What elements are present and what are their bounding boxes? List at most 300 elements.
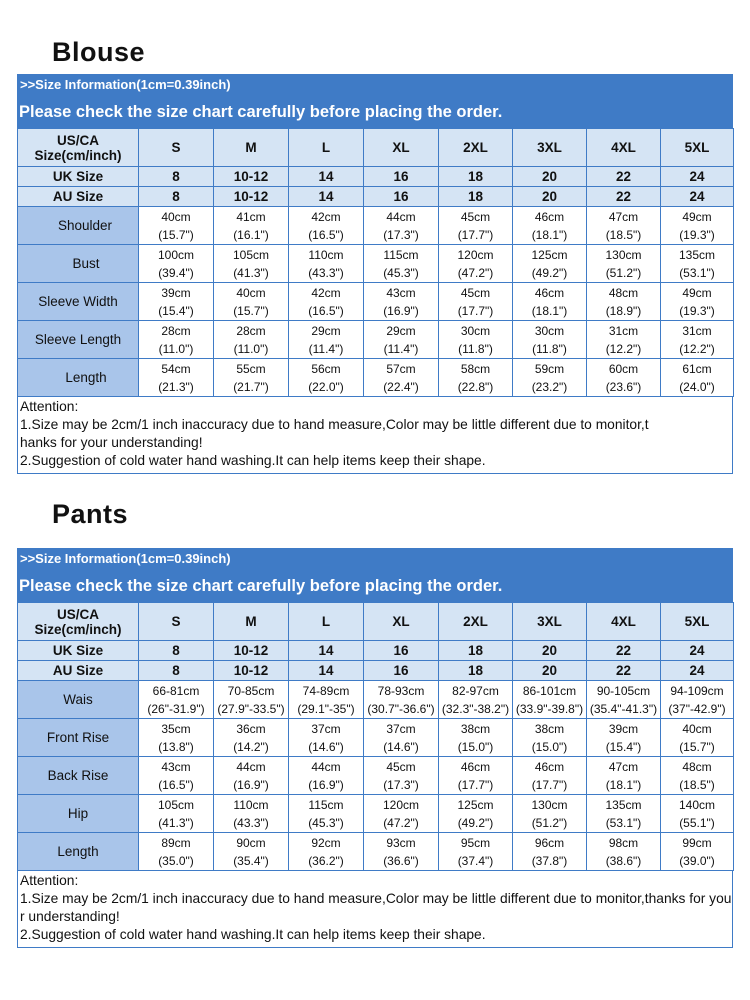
cm-value: 40cm xyxy=(682,721,712,736)
size-column-header: M xyxy=(214,603,289,641)
uk-size-value: 20 xyxy=(513,641,587,661)
measurement-value xyxy=(513,757,587,795)
measurement-value xyxy=(587,283,661,321)
au-size-label: AU Size xyxy=(18,187,139,207)
measurement-value xyxy=(214,757,289,795)
inch-value: (37"-42.9") xyxy=(668,701,726,716)
size-column-header: 3XL xyxy=(513,129,587,167)
measurement-value xyxy=(214,359,289,397)
inch-value: (16.5") xyxy=(158,777,194,792)
inch-value: (16.9") xyxy=(233,777,269,792)
header-label-line: US/CA xyxy=(56,606,99,622)
cm-value: 95cm xyxy=(460,835,491,850)
measurement-value xyxy=(289,321,364,359)
measurement-value xyxy=(214,245,289,283)
inch-value: (17.3") xyxy=(383,227,419,242)
inch-value: (47.2") xyxy=(457,265,494,280)
measurement-value xyxy=(513,207,587,245)
pants-attention-note xyxy=(17,871,733,948)
measurement-label: Sleeve Length xyxy=(18,321,139,359)
inch-value: (49.2") xyxy=(457,815,494,830)
cm-value: 30cm xyxy=(460,323,491,338)
inch-value: (17.7") xyxy=(457,777,494,792)
uk-size-value: 14 xyxy=(289,641,364,661)
cm-value: 46cm xyxy=(534,209,565,224)
cm-value: 46cm xyxy=(460,759,491,774)
size-column-header: 5XL xyxy=(661,129,734,167)
size-column-header: 4XL xyxy=(587,603,661,641)
cm-value: 29cm xyxy=(386,323,416,338)
inch-value: (22.4") xyxy=(383,379,419,394)
cm-value: 66-81cm xyxy=(152,683,200,698)
inch-value: (37.8") xyxy=(531,853,568,868)
measurement-row xyxy=(18,681,734,719)
inch-value: (22.8") xyxy=(457,379,494,394)
inch-value: (18.1") xyxy=(605,777,642,792)
size-column-header: 2XL xyxy=(439,129,513,167)
inch-value: (13.8") xyxy=(158,739,194,754)
measurement-value xyxy=(214,795,289,833)
cm-value: 28cm xyxy=(161,323,191,338)
cm-value: 120cm xyxy=(457,247,494,262)
cm-value: 115cm xyxy=(308,797,344,812)
inch-value: (37.4") xyxy=(457,853,494,868)
au-size-value: 16 xyxy=(364,661,439,681)
attention-line: Attention: xyxy=(20,399,79,414)
measurement-value xyxy=(513,245,587,283)
au-size-value: 24 xyxy=(661,187,734,207)
inch-value: (43.3") xyxy=(308,265,344,280)
uk-size-value: 20 xyxy=(513,167,587,187)
cm-value: 37cm xyxy=(311,721,341,736)
measurement-row xyxy=(18,245,734,283)
measurement-row xyxy=(18,795,734,833)
attention-line: 2.Suggestion of cold water hand washing.It can help items keep their shape. xyxy=(20,927,486,942)
cm-value: 130cm xyxy=(605,247,642,262)
inch-value: (15.0") xyxy=(457,739,494,754)
cm-value: 38cm xyxy=(460,721,491,736)
inch-value: (29.1"-35") xyxy=(297,701,355,716)
measurement-value xyxy=(289,795,364,833)
measurement-row xyxy=(18,321,734,359)
measurement-value xyxy=(139,321,214,359)
measurement-value xyxy=(587,321,661,359)
au-size-label: AU Size xyxy=(18,661,139,681)
measurement-label: Hip xyxy=(18,795,139,833)
cm-value: 46cm xyxy=(534,759,565,774)
inch-value: (18.9") xyxy=(605,303,642,318)
attention-line: r understanding! xyxy=(20,909,120,924)
uk-size-label: UK Size xyxy=(18,641,139,661)
cm-value: 44cm xyxy=(236,759,266,774)
blouse-banner xyxy=(17,74,733,128)
measurement-value xyxy=(439,757,513,795)
cm-value: 125cm xyxy=(457,797,494,812)
uk-size-value: 8 xyxy=(139,167,214,187)
blouse-size-header-label xyxy=(18,129,139,167)
cm-value: 90cm xyxy=(236,835,266,850)
measurement-value xyxy=(364,321,439,359)
cm-value: 30cm xyxy=(534,323,565,338)
cm-value: 36cm xyxy=(236,721,266,736)
au-size-value: 18 xyxy=(439,661,513,681)
au-size-value: 14 xyxy=(289,187,364,207)
measurement-value xyxy=(439,207,513,245)
cm-value: 35cm xyxy=(161,721,191,736)
inch-value: (11.4") xyxy=(383,341,419,356)
inch-value: (15.7") xyxy=(679,739,715,754)
measurement-value xyxy=(587,681,661,719)
size-column-header: 4XL xyxy=(587,129,661,167)
pants-size-table xyxy=(17,602,734,871)
pants-size-chart xyxy=(17,548,733,948)
inch-value: (26"-31.9") xyxy=(147,701,205,716)
measurement-row xyxy=(18,283,734,321)
measurement-label: Length xyxy=(18,833,139,871)
measurement-value xyxy=(439,681,513,719)
cm-value: 61cm xyxy=(682,361,712,376)
measurement-value xyxy=(139,359,214,397)
measurement-value xyxy=(364,757,439,795)
cm-value: 135cm xyxy=(605,797,642,812)
inch-value: (32.3"-38.2") xyxy=(441,701,510,716)
size-column-header: 3XL xyxy=(513,603,587,641)
cm-value: 60cm xyxy=(608,361,639,376)
measurement-value xyxy=(289,359,364,397)
measurement-value xyxy=(513,833,587,871)
au-size-value: 22 xyxy=(587,187,661,207)
measurement-value xyxy=(214,321,289,359)
measurement-value xyxy=(289,207,364,245)
inch-value: (18.5") xyxy=(679,777,715,792)
measurement-label: Front Rise xyxy=(18,719,139,757)
measurement-value xyxy=(661,359,734,397)
cm-value: 96cm xyxy=(534,835,565,850)
uk-size-value: 24 xyxy=(661,641,734,661)
inch-value: (12.2") xyxy=(605,341,642,356)
inch-value: (16.5") xyxy=(308,227,344,242)
inch-value: (16.1") xyxy=(233,227,269,242)
measurement-value xyxy=(214,681,289,719)
measurement-label: Sleeve Width xyxy=(18,283,139,321)
cm-value: 40cm xyxy=(236,285,266,300)
cm-value: 42cm xyxy=(311,209,341,224)
au-size-value: 14 xyxy=(289,661,364,681)
header-label-line: Size(cm/inch) xyxy=(34,621,122,637)
size-column-header: S xyxy=(139,129,214,167)
au-size-value: 16 xyxy=(364,187,439,207)
measurement-value xyxy=(587,359,661,397)
measurement-value xyxy=(661,795,734,833)
blouse-size-table xyxy=(17,128,734,397)
inch-value: (14.6") xyxy=(383,739,419,754)
measurement-value xyxy=(661,207,734,245)
measurement-value xyxy=(214,719,289,757)
inch-value: (49.2") xyxy=(531,265,568,280)
cm-value: 45cm xyxy=(386,759,416,774)
inch-value: (53.1") xyxy=(605,815,642,830)
inch-value: (47.2") xyxy=(383,815,419,830)
au-size-value: 22 xyxy=(587,661,661,681)
inch-value: (35.0") xyxy=(158,853,194,868)
measurement-value xyxy=(439,245,513,283)
cm-value: 140cm xyxy=(678,797,716,812)
attention-line: 2.Suggestion of cold water hand washing.It can help items keep their shape. xyxy=(20,453,486,468)
cm-value: 120cm xyxy=(382,797,420,812)
cm-value: 90-105cm xyxy=(596,683,651,698)
uk-size-value: 8 xyxy=(139,641,214,661)
measurement-value xyxy=(364,795,439,833)
measurement-value xyxy=(661,719,734,757)
inch-value: (17.7") xyxy=(457,303,494,318)
attention-line: Attention: xyxy=(20,873,79,888)
inch-value: (15.4") xyxy=(158,303,194,318)
header-label-line: US/CA xyxy=(56,132,99,148)
size-column-header: S xyxy=(139,603,214,641)
attention-line: 1.Size may be 2cm/1 inch inaccuracy due to hand measure,Color may be little different due to monitor,t xyxy=(20,417,649,432)
inch-value: (18.1") xyxy=(531,227,568,242)
cm-value: 42cm xyxy=(311,285,341,300)
cm-value: 31cm xyxy=(682,323,712,338)
inch-value: (41.3") xyxy=(158,815,194,830)
uk-size-value: 10-12 xyxy=(214,641,289,661)
measurement-value xyxy=(289,757,364,795)
cm-value: 40cm xyxy=(161,209,191,224)
attention-line: 1.Size may be 2cm/1 inch inaccuracy due to hand measure,Color may be little different due to monitor,thanks for you xyxy=(20,891,732,906)
cm-value: 70-85cm xyxy=(227,683,275,698)
cm-value: 37cm xyxy=(386,721,416,736)
cm-value: 135cm xyxy=(678,247,716,262)
pants-title: Pants xyxy=(52,499,129,529)
measurement-row xyxy=(18,719,734,757)
measurement-value xyxy=(364,719,439,757)
au-size-value: 10-12 xyxy=(214,661,289,681)
inch-value: (51.2") xyxy=(605,265,642,280)
size-column-header: XL xyxy=(364,603,439,641)
cm-value: 98cm xyxy=(608,835,639,850)
cm-value: 48cm xyxy=(682,759,712,774)
inch-value: (14.6") xyxy=(308,739,344,754)
uk-size-value: 22 xyxy=(587,641,661,661)
inch-value: (35.4") xyxy=(233,853,269,868)
inch-value: (15.4") xyxy=(605,739,642,754)
measurement-value xyxy=(364,681,439,719)
cm-value: 58cm xyxy=(460,361,491,376)
measurement-value xyxy=(587,245,661,283)
measurement-value xyxy=(513,681,587,719)
cm-value: 82-97cm xyxy=(452,683,499,698)
au-size-value: 20 xyxy=(513,187,587,207)
inch-value: (45.3") xyxy=(308,815,344,830)
measurement-value xyxy=(139,283,214,321)
measurement-label: Wais xyxy=(18,681,139,719)
cm-value: 47cm xyxy=(608,209,639,224)
inch-value: (51.2") xyxy=(531,815,568,830)
cm-value: 59cm xyxy=(534,361,565,376)
inch-value: (38.6") xyxy=(605,853,642,868)
cm-value: 105cm xyxy=(232,247,270,262)
cm-value: 115cm xyxy=(383,247,419,262)
measurement-row xyxy=(18,757,734,795)
blouse-attention-note xyxy=(17,397,733,474)
measurement-value xyxy=(661,321,734,359)
inch-value: (18.1") xyxy=(531,303,568,318)
uk-size-value: 18 xyxy=(439,641,513,661)
pants-check-notice: Please check the size chart carefully before placing the order. xyxy=(19,577,503,595)
cm-value: 78-93cm xyxy=(377,683,425,698)
measurement-value xyxy=(214,207,289,245)
measurement-value xyxy=(214,833,289,871)
cm-value: 31cm xyxy=(608,323,639,338)
inch-value: (30.7"-36.6") xyxy=(367,701,435,716)
measurement-row xyxy=(18,359,734,397)
au-size-value: 20 xyxy=(513,661,587,681)
au-size-value: 24 xyxy=(661,661,734,681)
inch-value: (53.1") xyxy=(679,265,715,280)
cm-value: 43cm xyxy=(161,759,191,774)
au-size-value: 18 xyxy=(439,187,513,207)
cm-value: 49cm xyxy=(682,285,712,300)
inch-value: (14.2") xyxy=(233,739,269,754)
inch-value: (45.3") xyxy=(383,265,419,280)
measurement-value xyxy=(289,681,364,719)
cm-value: 48cm xyxy=(608,285,639,300)
measurement-value xyxy=(439,833,513,871)
measurement-value xyxy=(513,359,587,397)
cm-value: 56cm xyxy=(311,361,341,376)
measurement-value xyxy=(139,757,214,795)
uk-size-label: UK Size xyxy=(18,167,139,187)
measurement-value xyxy=(661,283,734,321)
measurement-value xyxy=(364,207,439,245)
inch-value: (11.8") xyxy=(458,341,493,356)
inch-value: (18.5") xyxy=(605,227,642,242)
pants-size-header-label xyxy=(18,603,139,641)
au-size-value: 8 xyxy=(139,187,214,207)
cm-value: 41cm xyxy=(236,209,266,224)
uk-size-value: 24 xyxy=(661,167,734,187)
cm-value: 46cm xyxy=(534,285,565,300)
size-column-header: L xyxy=(289,603,364,641)
cm-value: 29cm xyxy=(311,323,341,338)
inch-value: (11.0") xyxy=(233,341,269,356)
uk-size-value: 10-12 xyxy=(214,167,289,187)
measurement-label: Bust xyxy=(18,245,139,283)
inch-value: (36.6") xyxy=(383,853,419,868)
size-column-header: M xyxy=(214,129,289,167)
inch-value: (17.7") xyxy=(457,227,494,242)
cm-value: 94-109cm xyxy=(670,683,724,698)
inch-value: (23.6") xyxy=(605,379,642,394)
inch-value: (22.0") xyxy=(308,379,344,394)
measurement-value xyxy=(587,795,661,833)
inch-value: (12.2") xyxy=(679,341,715,356)
uk-size-value: 18 xyxy=(439,167,513,187)
cm-value: 74-89cm xyxy=(302,683,350,698)
cm-value: 89cm xyxy=(161,835,191,850)
cm-value: 38cm xyxy=(534,721,565,736)
measurement-value xyxy=(364,833,439,871)
size-column-header: L xyxy=(289,129,364,167)
inch-value: (11.0") xyxy=(158,341,194,356)
measurement-value xyxy=(513,719,587,757)
inch-value: (36.2") xyxy=(308,853,344,868)
measurement-label: Shoulder xyxy=(18,207,139,245)
inch-value: (16.5") xyxy=(308,303,344,318)
blouse-title: Blouse xyxy=(52,37,146,67)
measurement-label: Length xyxy=(18,359,139,397)
uk-size-value: 16 xyxy=(364,167,439,187)
size-column-header: 5XL xyxy=(661,603,734,641)
cm-value: 39cm xyxy=(608,721,639,736)
measurement-value xyxy=(513,283,587,321)
cm-value: 93cm xyxy=(386,835,416,850)
blouse-check-notice: Please check the size chart carefully before placing the order. xyxy=(19,103,503,121)
au-size-value: 8 xyxy=(139,661,214,681)
measurement-value xyxy=(289,245,364,283)
cm-value: 45cm xyxy=(460,285,491,300)
header-label-line: Size(cm/inch) xyxy=(34,147,122,163)
inch-value: (39.0") xyxy=(679,853,715,868)
inch-value: (15.7") xyxy=(233,303,269,318)
uk-size-value: 22 xyxy=(587,167,661,187)
measurement-value xyxy=(513,795,587,833)
cm-value: 57cm xyxy=(386,361,416,376)
cm-value: 92cm xyxy=(311,835,341,850)
inch-value: (11.8") xyxy=(532,341,567,356)
measurement-value xyxy=(364,283,439,321)
inch-value: (17.7") xyxy=(531,777,568,792)
cm-value: 43cm xyxy=(386,285,416,300)
blouse-size-chart xyxy=(17,74,733,474)
measurement-row xyxy=(18,207,734,245)
cm-value: 110cm xyxy=(233,797,269,812)
cm-value: 130cm xyxy=(531,797,568,812)
inch-value: (55.1") xyxy=(679,815,715,830)
measurement-value xyxy=(439,321,513,359)
cm-value: 86-101cm xyxy=(522,683,577,698)
measurement-value xyxy=(587,207,661,245)
inch-value: (33.9"-39.8") xyxy=(515,701,584,716)
attention-line: hanks for your understanding! xyxy=(20,435,203,450)
pants-banner xyxy=(17,548,733,602)
inch-value: (15.7") xyxy=(158,227,194,242)
measurement-value xyxy=(439,359,513,397)
measurement-value xyxy=(587,719,661,757)
blouse-size-info-line: >>Size Information(1cm=0.39inch) xyxy=(20,77,231,92)
inch-value: (16.9") xyxy=(383,303,419,318)
measurement-value xyxy=(364,245,439,283)
cm-value: 49cm xyxy=(682,209,712,224)
cm-value: 110cm xyxy=(308,247,344,262)
measurement-value xyxy=(587,833,661,871)
cm-value: 100cm xyxy=(157,247,195,262)
inch-value: (39.4") xyxy=(158,265,194,280)
measurement-value xyxy=(139,207,214,245)
size-column-header: XL xyxy=(364,129,439,167)
measurement-value xyxy=(139,795,214,833)
measurement-value xyxy=(661,245,734,283)
cm-value: 99cm xyxy=(682,835,712,850)
inch-value: (19.3") xyxy=(679,303,715,318)
size-column-header: 2XL xyxy=(439,603,513,641)
inch-value: (41.3") xyxy=(233,265,269,280)
inch-value: (16.9") xyxy=(308,777,344,792)
pants-size-info-line: >>Size Information(1cm=0.39inch) xyxy=(20,551,231,566)
inch-value: (23.2") xyxy=(531,379,568,394)
inch-value: (21.3") xyxy=(158,379,194,394)
cm-value: 39cm xyxy=(161,285,191,300)
